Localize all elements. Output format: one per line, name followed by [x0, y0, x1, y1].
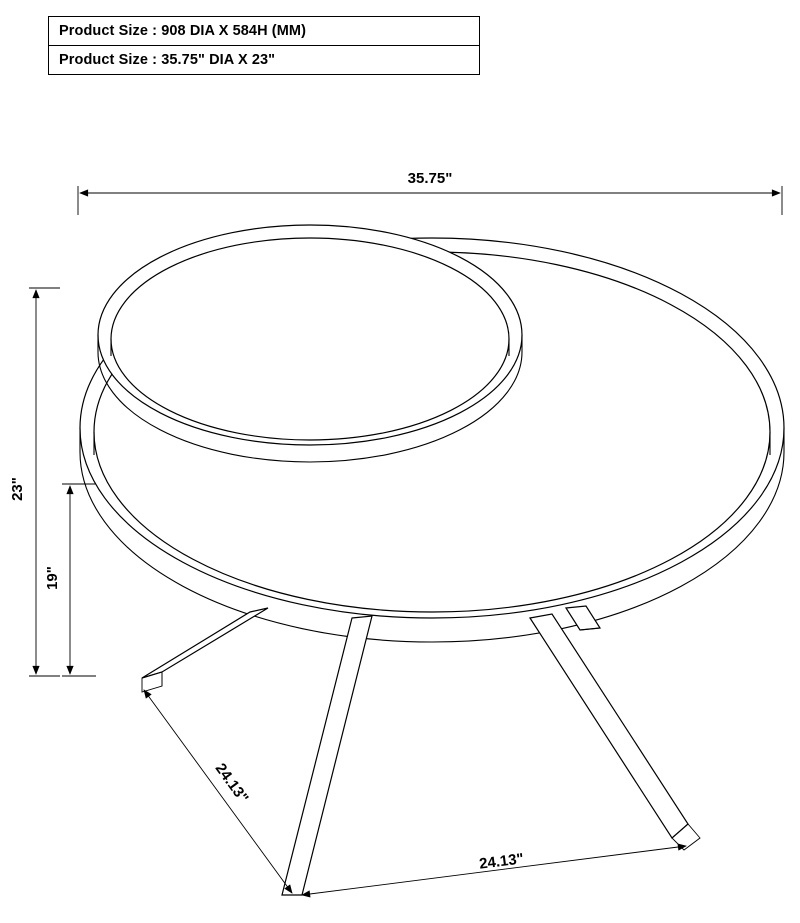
dimension-overall-height [9, 288, 60, 676]
product-size-metric: Product Size : 908 DIA X 584H (MM) [49, 17, 480, 46]
dimension-lower-height [44, 484, 96, 676]
dimension-label-top-width: 35.75" [407, 170, 453, 187]
dimension-base-span-front [302, 846, 686, 895]
dimension-label-lower-height: 19" [44, 566, 61, 590]
product-size-imperial: Product Size : 35.75" DIA X 23" [49, 46, 480, 75]
dimension-top-width [78, 170, 782, 215]
dimension-label-base-span-front: 24.13" [478, 850, 525, 873]
dimension-label-base-span-left: 24.13" [211, 760, 252, 807]
dimension-label-overall-height: 23" [9, 477, 26, 501]
table-legs [142, 606, 700, 895]
dimension-base-span-left [144, 690, 292, 893]
